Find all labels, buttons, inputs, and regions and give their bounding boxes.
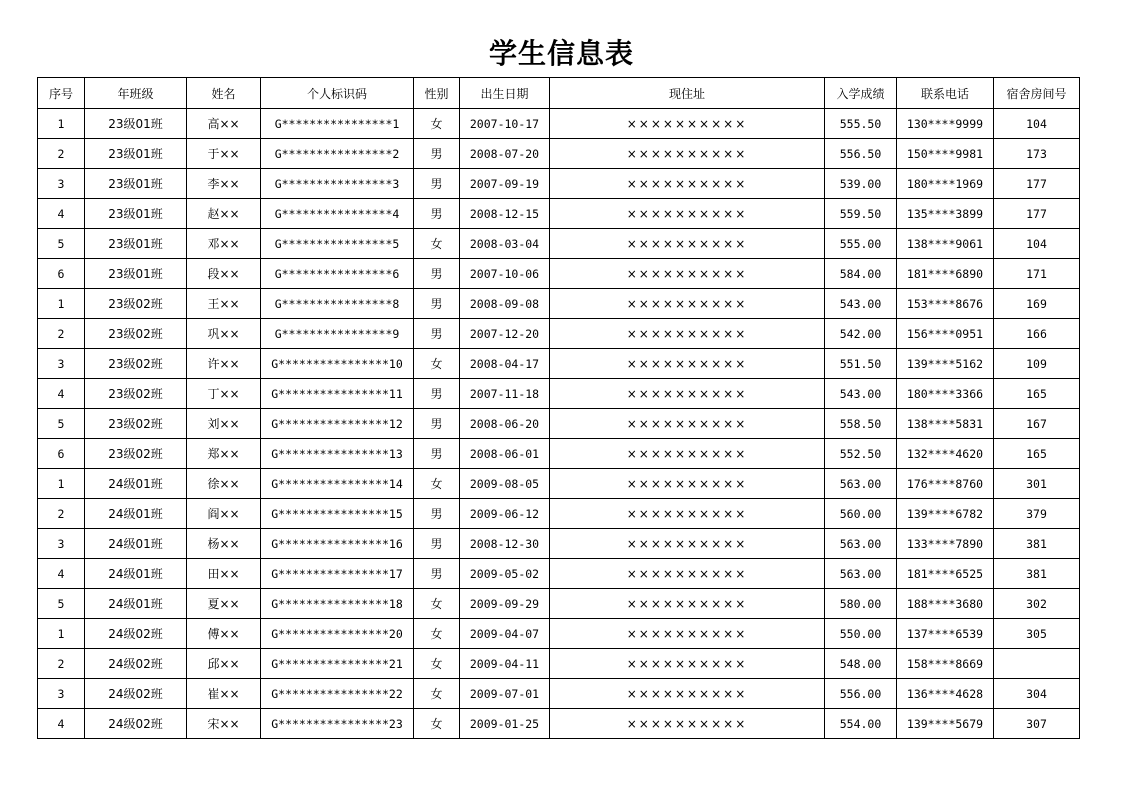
cell-seq: 5 <box>38 409 85 439</box>
cell-gender: 男 <box>414 289 460 319</box>
cell-phone: 153****8676 <box>897 289 994 319</box>
cell-dorm-room: 171 <box>994 259 1080 289</box>
cell-admission-score: 556.50 <box>825 139 897 169</box>
cell-birth-date: 2009-08-05 <box>460 469 550 499</box>
cell-seq: 5 <box>38 589 85 619</box>
cell-dorm-room: 166 <box>994 319 1080 349</box>
cell-birth-date: 2008-12-15 <box>460 199 550 229</box>
cell-seq: 6 <box>38 439 85 469</box>
cell-admission-score: 556.00 <box>825 679 897 709</box>
cell-class: 23级01班 <box>85 259 187 289</box>
cell-class: 23级02班 <box>85 289 187 319</box>
cell-name: 丁×× <box>187 379 261 409</box>
cell-name: 田×× <box>187 559 261 589</box>
cell-name: 许×× <box>187 349 261 379</box>
cell-address: ×××××××××× <box>550 469 825 499</box>
cell-class: 23级01班 <box>85 229 187 259</box>
cell-name: 郑×× <box>187 439 261 469</box>
cell-class: 23级02班 <box>85 379 187 409</box>
cell-birth-date: 2008-09-08 <box>460 289 550 319</box>
cell-gender: 男 <box>414 169 460 199</box>
cell-dorm-room: 165 <box>994 379 1080 409</box>
cell-id-code: G****************10 <box>261 349 414 379</box>
cell-birth-date: 2009-04-11 <box>460 649 550 679</box>
header-class: 年班级 <box>85 78 187 109</box>
cell-class: 24级01班 <box>85 469 187 499</box>
header-birth-date: 出生日期 <box>460 78 550 109</box>
cell-phone: 180****1969 <box>897 169 994 199</box>
table-row <box>38 649 1080 679</box>
cell-dorm-room: 302 <box>994 589 1080 619</box>
cell-id-code: G****************11 <box>261 379 414 409</box>
cell-birth-date: 2007-12-20 <box>460 319 550 349</box>
cell-dorm-room: 169 <box>994 289 1080 319</box>
cell-address: ×××××××××× <box>550 169 825 199</box>
table-body <box>38 109 1080 739</box>
cell-gender: 男 <box>414 199 460 229</box>
cell-class: 23级01班 <box>85 109 187 139</box>
cell-birth-date: 2008-07-20 <box>460 139 550 169</box>
cell-dorm-room: 304 <box>994 679 1080 709</box>
cell-seq: 2 <box>38 499 85 529</box>
cell-gender: 女 <box>414 619 460 649</box>
page-title: 学生信息表 <box>488 37 634 70</box>
cell-name: 邓×× <box>187 229 261 259</box>
cell-birth-date: 2009-07-01 <box>460 679 550 709</box>
cell-gender: 女 <box>414 109 460 139</box>
cell-id-code: G****************23 <box>261 709 414 739</box>
cell-admission-score: 551.50 <box>825 349 897 379</box>
cell-admission-score: 584.00 <box>825 259 897 289</box>
cell-id-code: G****************20 <box>261 619 414 649</box>
cell-phone: 132****4620 <box>897 439 994 469</box>
cell-gender: 女 <box>414 469 460 499</box>
cell-name: 刘×× <box>187 409 261 439</box>
cell-admission-score: 552.50 <box>825 439 897 469</box>
table-row <box>38 559 1080 589</box>
table-row <box>38 229 1080 259</box>
cell-class: 23级02班 <box>85 409 187 439</box>
cell-address: ×××××××××× <box>550 259 825 289</box>
cell-address: ×××××××××× <box>550 409 825 439</box>
cell-id-code: G****************18 <box>261 589 414 619</box>
header-name: 姓名 <box>187 78 261 109</box>
cell-phone: 139****5162 <box>897 349 994 379</box>
table-row <box>38 469 1080 499</box>
cell-class: 23级01班 <box>85 169 187 199</box>
cell-id-code: G****************2 <box>261 139 414 169</box>
header-gender: 性别 <box>414 78 460 109</box>
cell-name: 段×× <box>187 259 261 289</box>
cell-birth-date: 2009-06-12 <box>460 499 550 529</box>
cell-address: ×××××××××× <box>550 109 825 139</box>
cell-phone: 188****3680 <box>897 589 994 619</box>
cell-admission-score: 543.00 <box>825 289 897 319</box>
cell-admission-score: 559.50 <box>825 199 897 229</box>
cell-phone: 150****9981 <box>897 139 994 169</box>
cell-birth-date: 2007-10-06 <box>460 259 550 289</box>
cell-name: 赵×× <box>187 199 261 229</box>
cell-admission-score: 563.00 <box>825 559 897 589</box>
cell-phone: 130****9999 <box>897 109 994 139</box>
cell-dorm-room: 307 <box>994 709 1080 739</box>
cell-gender: 男 <box>414 379 460 409</box>
cell-birth-date: 2009-01-25 <box>460 709 550 739</box>
cell-dorm-room: 381 <box>994 529 1080 559</box>
cell-gender: 男 <box>414 259 460 289</box>
cell-id-code: G****************12 <box>261 409 414 439</box>
cell-name: 高×× <box>187 109 261 139</box>
cell-name: 王×× <box>187 289 261 319</box>
cell-name: 徐×× <box>187 469 261 499</box>
cell-name: 傅×× <box>187 619 261 649</box>
header-seq: 序号 <box>38 78 85 109</box>
cell-gender: 女 <box>414 349 460 379</box>
cell-phone: 138****5831 <box>897 409 994 439</box>
cell-seq: 4 <box>38 379 85 409</box>
cell-address: ×××××××××× <box>550 379 825 409</box>
cell-id-code: G****************17 <box>261 559 414 589</box>
cell-birth-date: 2008-06-20 <box>460 409 550 439</box>
cell-phone: 156****0951 <box>897 319 994 349</box>
cell-address: ×××××××××× <box>550 199 825 229</box>
cell-seq: 5 <box>38 229 85 259</box>
cell-class: 24级01班 <box>85 589 187 619</box>
cell-gender: 男 <box>414 559 460 589</box>
cell-address: ×××××××××× <box>550 319 825 349</box>
cell-name: 宋×× <box>187 709 261 739</box>
cell-birth-date: 2009-09-29 <box>460 589 550 619</box>
cell-address: ×××××××××× <box>550 709 825 739</box>
cell-id-code: G****************15 <box>261 499 414 529</box>
cell-name: 邱×× <box>187 649 261 679</box>
cell-phone: 181****6890 <box>897 259 994 289</box>
cell-birth-date: 2008-12-30 <box>460 529 550 559</box>
cell-seq: 1 <box>38 619 85 649</box>
cell-id-code: G****************13 <box>261 439 414 469</box>
cell-phone: 180****3366 <box>897 379 994 409</box>
cell-seq: 3 <box>38 169 85 199</box>
cell-seq: 2 <box>38 649 85 679</box>
table-row <box>38 259 1080 289</box>
cell-dorm-room: 381 <box>994 559 1080 589</box>
cell-id-code: G****************9 <box>261 319 414 349</box>
cell-seq: 1 <box>38 289 85 319</box>
cell-class: 24级01班 <box>85 559 187 589</box>
cell-address: ×××××××××× <box>550 589 825 619</box>
cell-seq: 1 <box>38 469 85 499</box>
cell-dorm-room: 379 <box>994 499 1080 529</box>
table-row <box>38 109 1080 139</box>
cell-dorm-room: 177 <box>994 199 1080 229</box>
cell-id-code: G****************22 <box>261 679 414 709</box>
cell-seq: 4 <box>38 709 85 739</box>
cell-address: ×××××××××× <box>550 349 825 379</box>
cell-seq: 2 <box>38 139 85 169</box>
cell-admission-score: 548.00 <box>825 649 897 679</box>
header-dorm-room: 宿舍房间号 <box>994 78 1080 109</box>
cell-dorm-room: 301 <box>994 469 1080 499</box>
cell-phone: 137****6539 <box>897 619 994 649</box>
cell-seq: 3 <box>38 529 85 559</box>
student-info-table <box>37 77 1080 739</box>
cell-address: ×××××××××× <box>550 529 825 559</box>
cell-class: 23级02班 <box>85 349 187 379</box>
cell-admission-score: 539.00 <box>825 169 897 199</box>
cell-admission-score: 558.50 <box>825 409 897 439</box>
cell-id-code: G****************3 <box>261 169 414 199</box>
cell-name: 杨×× <box>187 529 261 559</box>
cell-dorm-room: 104 <box>994 109 1080 139</box>
cell-admission-score: 550.00 <box>825 619 897 649</box>
cell-seq: 3 <box>38 349 85 379</box>
cell-seq: 4 <box>38 559 85 589</box>
cell-birth-date: 2008-06-01 <box>460 439 550 469</box>
cell-name: 李×× <box>187 169 261 199</box>
cell-phone: 135****3899 <box>897 199 994 229</box>
cell-name: 夏×× <box>187 589 261 619</box>
cell-dorm-room: 173 <box>994 139 1080 169</box>
cell-id-code: G****************8 <box>261 289 414 319</box>
table-row <box>38 499 1080 529</box>
cell-gender: 男 <box>414 319 460 349</box>
cell-gender: 女 <box>414 649 460 679</box>
cell-admission-score: 580.00 <box>825 589 897 619</box>
cell-name: 阎×× <box>187 499 261 529</box>
cell-birth-date: 2008-04-17 <box>460 349 550 379</box>
cell-phone: 176****8760 <box>897 469 994 499</box>
table-row <box>38 319 1080 349</box>
cell-name: 巩×× <box>187 319 261 349</box>
table-row <box>38 439 1080 469</box>
cell-gender: 女 <box>414 589 460 619</box>
table-row <box>38 169 1080 199</box>
table-row <box>38 199 1080 229</box>
cell-phone: 181****6525 <box>897 559 994 589</box>
table-row <box>38 139 1080 169</box>
cell-id-code: G****************4 <box>261 199 414 229</box>
cell-dorm-room: 177 <box>994 169 1080 199</box>
cell-id-code: G****************1 <box>261 109 414 139</box>
cell-admission-score: 555.50 <box>825 109 897 139</box>
cell-admission-score: 563.00 <box>825 529 897 559</box>
cell-class: 23级02班 <box>85 319 187 349</box>
cell-admission-score: 542.00 <box>825 319 897 349</box>
header-row <box>38 78 1080 109</box>
cell-class: 23级01班 <box>85 199 187 229</box>
header-id-code: 个人标识码 <box>261 78 414 109</box>
cell-address: ×××××××××× <box>550 439 825 469</box>
cell-seq: 2 <box>38 319 85 349</box>
cell-name: 崔×× <box>187 679 261 709</box>
cell-class: 24级02班 <box>85 679 187 709</box>
cell-class: 24级02班 <box>85 709 187 739</box>
cell-dorm-room: 109 <box>994 349 1080 379</box>
cell-address: ×××××××××× <box>550 499 825 529</box>
cell-class: 24级02班 <box>85 649 187 679</box>
cell-dorm-room <box>994 649 1080 679</box>
cell-phone: 139****6782 <box>897 499 994 529</box>
cell-id-code: G****************21 <box>261 649 414 679</box>
cell-phone: 139****5679 <box>897 709 994 739</box>
cell-birth-date: 2007-11-18 <box>460 379 550 409</box>
cell-phone: 136****4628 <box>897 679 994 709</box>
cell-seq: 3 <box>38 679 85 709</box>
cell-address: ×××××××××× <box>550 139 825 169</box>
cell-birth-date: 2009-05-02 <box>460 559 550 589</box>
cell-dorm-room: 165 <box>994 439 1080 469</box>
cell-dorm-room: 104 <box>994 229 1080 259</box>
cell-id-code: G****************6 <box>261 259 414 289</box>
cell-address: ×××××××××× <box>550 619 825 649</box>
table-row <box>38 409 1080 439</box>
table-row <box>38 589 1080 619</box>
cell-class: 24级01班 <box>85 529 187 559</box>
cell-gender: 女 <box>414 679 460 709</box>
table-row <box>38 709 1080 739</box>
cell-admission-score: 563.00 <box>825 469 897 499</box>
cell-seq: 1 <box>38 109 85 139</box>
cell-address: ×××××××××× <box>550 649 825 679</box>
cell-gender: 女 <box>414 709 460 739</box>
cell-gender: 男 <box>414 499 460 529</box>
table-row <box>38 529 1080 559</box>
cell-phone: 138****9061 <box>897 229 994 259</box>
cell-birth-date: 2007-10-17 <box>460 109 550 139</box>
cell-gender: 男 <box>414 409 460 439</box>
cell-admission-score: 555.00 <box>825 229 897 259</box>
cell-class: 23级01班 <box>85 139 187 169</box>
cell-dorm-room: 305 <box>994 619 1080 649</box>
table-row <box>38 289 1080 319</box>
header-address: 现住址 <box>550 78 825 109</box>
cell-gender: 男 <box>414 439 460 469</box>
cell-seq: 6 <box>38 259 85 289</box>
table-row <box>38 619 1080 649</box>
cell-gender: 男 <box>414 139 460 169</box>
cell-gender: 男 <box>414 529 460 559</box>
cell-id-code: G****************16 <box>261 529 414 559</box>
table-row <box>38 349 1080 379</box>
cell-address: ×××××××××× <box>550 289 825 319</box>
cell-birth-date: 2007-09-19 <box>460 169 550 199</box>
cell-id-code: G****************5 <box>261 229 414 259</box>
header-phone: 联系电话 <box>897 78 994 109</box>
cell-name: 于×× <box>187 139 261 169</box>
cell-admission-score: 543.00 <box>825 379 897 409</box>
cell-birth-date: 2009-04-07 <box>460 619 550 649</box>
cell-birth-date: 2008-03-04 <box>460 229 550 259</box>
table-row <box>38 379 1080 409</box>
cell-id-code: G****************14 <box>261 469 414 499</box>
cell-address: ×××××××××× <box>550 229 825 259</box>
cell-class: 24级02班 <box>85 619 187 649</box>
cell-gender: 女 <box>414 229 460 259</box>
table-row <box>38 679 1080 709</box>
table-header <box>38 78 1080 109</box>
cell-admission-score: 554.00 <box>825 709 897 739</box>
cell-address: ×××××××××× <box>550 559 825 589</box>
cell-address: ×××××××××× <box>550 679 825 709</box>
cell-phone: 158****8669 <box>897 649 994 679</box>
cell-class: 24级01班 <box>85 499 187 529</box>
cell-phone: 133****7890 <box>897 529 994 559</box>
cell-class: 23级02班 <box>85 439 187 469</box>
cell-seq: 4 <box>38 199 85 229</box>
cell-dorm-room: 167 <box>994 409 1080 439</box>
header-admission-score: 入学成绩 <box>825 78 897 109</box>
cell-admission-score: 560.00 <box>825 499 897 529</box>
